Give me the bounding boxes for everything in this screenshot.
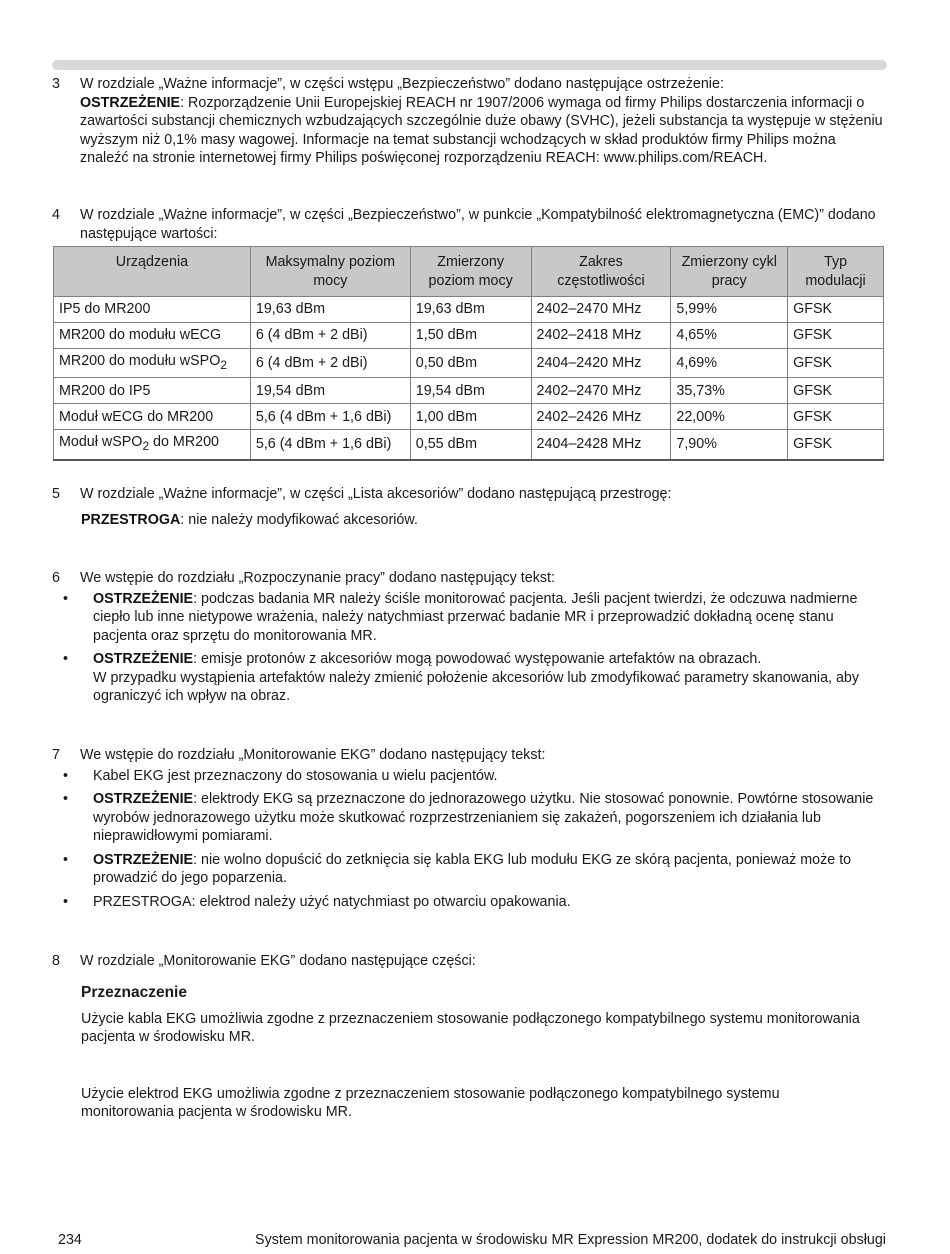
max-power-cell: 5,6 (4 dBm + 1,6 dBi) [250, 430, 410, 460]
subscript: 2 [142, 439, 150, 454]
warning-label: OSTRZEŻENIE [93, 651, 194, 667]
list-item [52, 790, 887, 846]
table-header-row [54, 247, 884, 297]
list-item [52, 590, 887, 646]
section-heading: We wstępie do rozdziału „Rozpoczynanie pracy” dodano następujący tekst: [80, 570, 555, 586]
modulation-cell: GFSK [788, 323, 884, 349]
device-cell [54, 378, 251, 404]
max-power-cell: 19,54 dBm [250, 378, 410, 404]
section-number: 5 [52, 486, 60, 502]
section-number: 6 [52, 570, 60, 586]
device-cell [54, 349, 251, 378]
section-8 [52, 952, 887, 971]
device-name: Moduł wECG do MR200 [59, 408, 214, 425]
footer-title: System monitorowania pacjenta w środowisku MR Expression MR200, dodatek do instrukcji obsługi [255, 1232, 886, 1248]
table-row [54, 323, 884, 349]
list-item-text: W przypadku wystąpienia artefaktów należy zmienić położenie akcesoriów lub zmodyfikować parametry skanowania, aby ograniczyć ich wpływ na obraz. [93, 669, 860, 704]
column-header: Urządzenia [54, 247, 251, 297]
list-item-text: PRZESTROGA: elektrod należy użyć natychmiast po otwarciu opakowania. [93, 893, 571, 910]
measured-power-cell: 0,50 dBm [410, 349, 531, 378]
warning-paragraph [80, 94, 887, 168]
table-row [54, 297, 884, 323]
list-item-text: : elektrody EKG są przeznaczone do jednorazowego użytku. Nie stosować ponownie. Powtórne stosowanie wyrobów jednorazowego użytku może skutkować rozprzestrzenianiem się zakażeń, pogorszeniem ich działania lub nieprawidłowymi pomiarami. [93, 791, 874, 844]
duty-cycle-cell: 22,00% [671, 404, 788, 430]
caution-text: : nie należy modyfikować akcesoriów. [180, 511, 418, 528]
section-heading: W rozdziale „Ważne informacje”, w części „Lista akcesoriów” dodano następującą przestrogę: [80, 486, 672, 502]
caution-paragraph [81, 511, 887, 530]
section-5 [52, 485, 887, 529]
list-item [52, 650, 887, 706]
frequency-range-cell: 2402–2418 MHz [531, 323, 671, 349]
frequency-range-cell: 2404–2420 MHz [531, 349, 671, 378]
section-6 [52, 569, 887, 711]
section-number: 7 [52, 747, 60, 763]
frequency-range-cell: 2402–2470 MHz [531, 297, 671, 323]
section-number: 4 [52, 207, 60, 223]
device-name: MR200 do modułu wSPO [59, 353, 221, 369]
subscript: 2 [220, 357, 227, 372]
bullet-list [52, 767, 887, 912]
section-number: 8 [52, 953, 60, 969]
bullet-icon: • [63, 767, 69, 784]
list-item [52, 767, 887, 786]
device-cell [54, 404, 251, 430]
list-item-text: : emisje protonów z akcesoriów mogą powodować występowanie artefaktów na obrazach. [193, 651, 762, 667]
paragraph: Użycie elektrod EKG umożliwia zgodne z przeznaczeniem stosowanie podłączonego kompatybilnego systemu monitorowania pacjenta w środowisku MR. [81, 1085, 780, 1120]
device-cell [54, 430, 251, 460]
bullet-icon: • [63, 791, 69, 807]
max-power-cell: 5,6 (4 dBm + 1,6 dBi) [250, 404, 410, 430]
table-row [54, 349, 884, 378]
modulation-cell: GFSK [788, 404, 884, 430]
caution-label: PRZESTROGA [81, 511, 181, 528]
table-row [54, 430, 884, 460]
section-heading: W rozdziale „Ważne informacje”, w części wstępu „Bezpieczeństwo” dodano następujące ostrzeżenie: [80, 76, 724, 92]
subsection-title: Przeznaczenie [81, 984, 187, 1001]
warning-label: OSTRZEŻENIE [93, 851, 194, 868]
table-row [54, 404, 884, 430]
column-header: Zmierzony cykl pracy [671, 247, 788, 297]
measured-power-cell: 19,54 dBm [410, 378, 531, 404]
top-rule [52, 60, 887, 70]
modulation-cell: GFSK [788, 378, 884, 404]
warning-text: : Rozporządzenie Unii Europejskiej REACH nr 1907/2006 wymaga od firmy Philips dostarczenia informacji o zawartości substancji chemicznych wzbudzających szczególnie duże obawy (SVHC), jeżeli substancja ta występuje w stężeniu wyższym niż 0,1% masy wagowej. Informacje na temat substancji wchodzących w skład produktów firmy Philips można znaleźć na stronie internetowej firmy Philips poświęconej rozporządzeniu REACH: www.philips.com/REACH. [80, 94, 883, 166]
section-heading: W rozdziale „Monitorowanie EKG” dodano następujące części: [80, 953, 476, 969]
bullet-icon: • [63, 590, 69, 607]
device-name: Moduł wSPO [59, 434, 143, 451]
duty-cycle-cell: 4,69% [671, 349, 788, 378]
paragraph: Użycie kabla EKG umożliwia zgodne z przeznaczeniem stosowanie podłączonego kompatybilnego systemu monitorowania pacjenta w środowisku MR. [81, 1010, 860, 1045]
device-name: IP5 do MR200 [59, 301, 151, 318]
column-header: Maksymalny poziom mocy [250, 247, 410, 297]
measured-power-cell: 1,50 dBm [410, 323, 531, 349]
modulation-cell: GFSK [788, 349, 884, 378]
device-name: MR200 do IP5 [59, 382, 151, 399]
device-name: MR200 do modułu wECG [59, 327, 222, 344]
frequency-range-cell: 2404–2428 MHz [531, 430, 671, 460]
max-power-cell: 6 (4 dBm + 2 dBi) [250, 349, 410, 378]
intended-use-block [81, 984, 871, 1122]
warning-label: OSTRZEŻENIE [80, 94, 181, 111]
duty-cycle-cell: 5,99% [671, 297, 788, 323]
device-cell [54, 323, 251, 349]
list-item-text: Kabel EKG jest przeznaczony do stosowania u wielu pacjentów. [93, 767, 498, 784]
device-cell [54, 297, 251, 323]
warning-label: OSTRZEŻENIE [93, 791, 194, 807]
duty-cycle-cell: 7,90% [671, 430, 788, 460]
column-header: Zmierzony poziom mocy [410, 247, 531, 297]
duty-cycle-cell: 4,65% [671, 323, 788, 349]
modulation-cell: GFSK [788, 297, 884, 323]
list-item [52, 851, 887, 888]
max-power-cell: 6 (4 dBm + 2 dBi) [250, 323, 410, 349]
frequency-range-cell: 2402–2426 MHz [531, 404, 671, 430]
device-name-tail: do MR200 [149, 434, 219, 451]
page-number: 234 [58, 1232, 82, 1248]
measured-power-cell: 19,63 dBm [410, 297, 531, 323]
bullet-icon: • [63, 651, 69, 667]
warning-label: OSTRZEŻENIE [93, 590, 194, 607]
column-header: Typ modulacji [788, 247, 884, 297]
bullet-icon: • [63, 893, 69, 910]
duty-cycle-cell: 35,73% [671, 378, 788, 404]
section-3 [52, 75, 887, 168]
bullet-icon: • [63, 851, 69, 868]
modulation-cell: GFSK [788, 430, 884, 460]
section-heading: W rozdziale „Ważne informacje”, w części „Bezpieczeństwo”, w punkcie „Kompatybilność elektromagnetyczna (EMC)” dodano następujące wartości: [80, 207, 876, 242]
section-number: 3 [52, 76, 60, 92]
list-item [52, 893, 887, 912]
section-heading: We wstępie do rozdziału „Monitorowanie EKG” dodano następujący tekst: [80, 747, 546, 763]
column-header: Zakres częstotliwości [531, 247, 671, 297]
section-7 [52, 746, 887, 916]
frequency-range-cell: 2402–2470 MHz [531, 378, 671, 404]
table-row [54, 378, 884, 404]
bullet-list [52, 590, 887, 706]
emc-table [53, 246, 884, 461]
measured-power-cell: 1,00 dBm [410, 404, 531, 430]
list-item-text: : podczas badania MR należy ściśle monitorować pacjenta. Jeśli pacjent twierdzi, że odczuwa nadmierne ciepło lub inne nietypowe wrażenia, należy natychmiast przerwać badanie MR i przeprowadzić dokładną ocenę stanu pacjenta oraz sprzętu do monitorowania MR. [93, 590, 858, 644]
measured-power-cell: 0,55 dBm [410, 430, 531, 460]
max-power-cell: 19,63 dBm [250, 297, 410, 323]
section-4 [52, 206, 887, 243]
list-item-text: : nie wolno dopuścić do zetknięcia się kabla EKG lub modułu EKG ze skórą pacjenta, ponieważ może to prowadzić do jego poparzenia. [93, 851, 852, 886]
